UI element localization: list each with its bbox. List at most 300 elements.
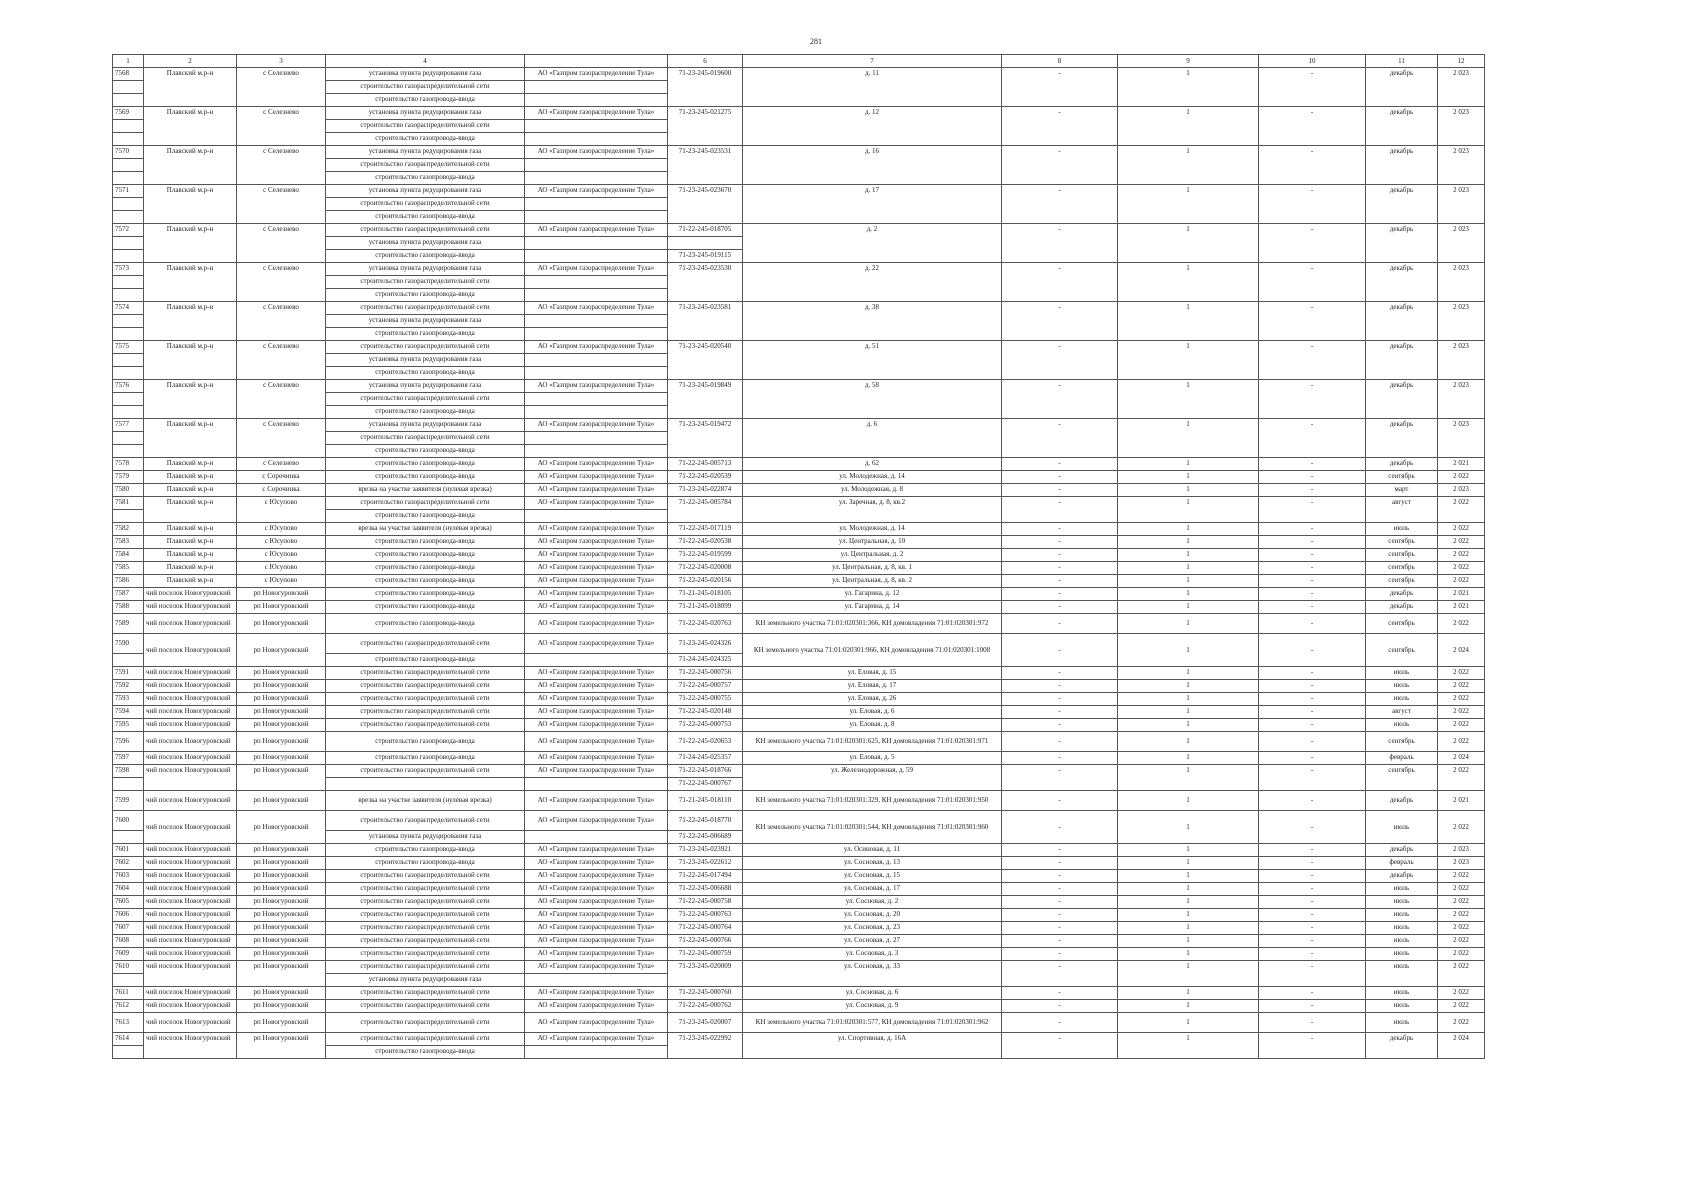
work-type: строительство газопровода-ввода bbox=[326, 406, 525, 419]
column-10: - bbox=[1259, 341, 1366, 380]
month: декабрь bbox=[1366, 1033, 1438, 1059]
column-9: 1 bbox=[1118, 634, 1259, 667]
organization bbox=[525, 159, 668, 172]
address: ул. Сосновая, д. 33 bbox=[743, 961, 1002, 987]
work-type: строительство газораспределительной сети bbox=[326, 935, 525, 948]
column-9: 1 bbox=[1118, 185, 1259, 224]
object-code: 71-22-245-020653 bbox=[668, 732, 743, 752]
column-8: - bbox=[1002, 146, 1118, 185]
table-row bbox=[113, 68, 1485, 81]
locality: с Селезнево bbox=[237, 68, 326, 107]
district: чий поселок Новогуровский bbox=[144, 857, 237, 870]
row-number: 7570 bbox=[113, 146, 144, 159]
year: 2 022 bbox=[1438, 1013, 1485, 1033]
row-number-blank bbox=[113, 510, 144, 523]
locality: рп Новогуровский bbox=[237, 883, 326, 896]
organization: АО «Газпром газораспределение Тула» bbox=[525, 614, 668, 634]
row-number-blank bbox=[113, 289, 144, 302]
column-8: - bbox=[1002, 562, 1118, 575]
row-number: 7607 bbox=[113, 922, 144, 935]
object-code: 71-22-245-017119 bbox=[668, 523, 743, 536]
table-row bbox=[113, 302, 1485, 315]
work-type: строительство газопровода-ввода bbox=[326, 328, 525, 341]
work-type: строительство газопровода-ввода bbox=[326, 172, 525, 185]
organization bbox=[525, 133, 668, 146]
column-10: - bbox=[1259, 948, 1366, 961]
locality: рп Новогуровский bbox=[237, 588, 326, 601]
year: 2 022 bbox=[1438, 667, 1485, 680]
year: 2 023 bbox=[1438, 844, 1485, 857]
row-number-blank bbox=[113, 406, 144, 419]
table-row bbox=[113, 752, 1485, 765]
district: чий поселок Новогуровский bbox=[144, 601, 237, 614]
month: июль bbox=[1366, 719, 1438, 732]
work-type: строительство газопровода-ввода bbox=[326, 94, 525, 107]
district: чий поселок Новогуровский bbox=[144, 614, 237, 634]
district: чий поселок Новогуровский bbox=[144, 844, 237, 857]
column-10: - bbox=[1259, 562, 1366, 575]
column-8: - bbox=[1002, 719, 1118, 732]
object-code: 71-24-245-024325 bbox=[668, 654, 743, 667]
work-type: строительство газораспределительной сети bbox=[326, 276, 525, 289]
column-9: 1 bbox=[1118, 341, 1259, 380]
organization bbox=[525, 276, 668, 289]
year: 2 023 bbox=[1438, 380, 1485, 419]
district: Плавский м.р-н bbox=[144, 562, 237, 575]
locality: рп Новогуровский bbox=[237, 844, 326, 857]
column-9: 1 bbox=[1118, 791, 1259, 811]
row-number-blank bbox=[113, 120, 144, 133]
row-number-blank bbox=[113, 328, 144, 341]
address: ул. Центральная, д. 8, кв. 2 bbox=[743, 575, 1002, 588]
table-row bbox=[113, 497, 1485, 510]
work-type: врезка на участке заявителя (нулевая врезка) bbox=[326, 484, 525, 497]
district: чий поселок Новогуровский bbox=[144, 961, 237, 987]
locality: рп Новогуровский bbox=[237, 693, 326, 706]
column-8: - bbox=[1002, 224, 1118, 263]
month: декабрь bbox=[1366, 419, 1438, 458]
work-type: строительство газораспределительной сети bbox=[326, 811, 525, 831]
row-number: 7601 bbox=[113, 844, 144, 857]
year: 2 023 bbox=[1438, 341, 1485, 380]
work-type: строительство газопровода-ввода bbox=[326, 536, 525, 549]
locality: рп Новогуровский bbox=[237, 857, 326, 870]
object-code: 71-23-245-020009 bbox=[668, 961, 743, 987]
organization: АО «Газпром газораспределение Тула» bbox=[525, 497, 668, 510]
year: 2 022 bbox=[1438, 909, 1485, 922]
organization bbox=[525, 94, 668, 107]
object-code: 71-22-245-017494 bbox=[668, 870, 743, 883]
organization: АО «Газпром газораспределение Тула» bbox=[525, 909, 668, 922]
row-number-blank bbox=[113, 367, 144, 380]
address: ул. Сосновая, д. 6 bbox=[743, 987, 1002, 1000]
work-type: строительство газораспределительной сети bbox=[326, 961, 525, 974]
year: 2 022 bbox=[1438, 870, 1485, 883]
address: ул. Молодежная, д. 14 bbox=[743, 523, 1002, 536]
year: 2 022 bbox=[1438, 680, 1485, 693]
column-10: - bbox=[1259, 896, 1366, 909]
table-row bbox=[113, 706, 1485, 719]
organization: АО «Газпром газораспределение Тула» bbox=[525, 107, 668, 120]
address: ул. Молодежная, д. 8 bbox=[743, 484, 1002, 497]
table-row bbox=[113, 523, 1485, 536]
organization: АО «Газпром газораспределение Тула» bbox=[525, 706, 668, 719]
organization: АО «Газпром газораспределение Тула» bbox=[525, 523, 668, 536]
column-9: 1 bbox=[1118, 1013, 1259, 1033]
month: март bbox=[1366, 484, 1438, 497]
object-code: 71-23-245-022992 bbox=[668, 1033, 743, 1059]
year: 2 024 bbox=[1438, 752, 1485, 765]
year: 2 022 bbox=[1438, 1000, 1485, 1013]
work-type: строительство газораспределительной сети bbox=[326, 909, 525, 922]
year: 2 023 bbox=[1438, 419, 1485, 458]
organization: АО «Газпром газораспределение Тула» bbox=[525, 961, 668, 974]
column-8: - bbox=[1002, 1000, 1118, 1013]
work-type: строительство газопровода-ввода bbox=[326, 289, 525, 302]
column-8: - bbox=[1002, 458, 1118, 471]
district: чий поселок Новогуровский bbox=[144, 588, 237, 601]
locality: с Селезнево bbox=[237, 263, 326, 302]
column-9: 1 bbox=[1118, 987, 1259, 1000]
district: Плавский м.р-н bbox=[144, 341, 237, 380]
organization: АО «Газпром газораспределение Тула» bbox=[525, 987, 668, 1000]
month: июль bbox=[1366, 811, 1438, 844]
column-10: - bbox=[1259, 302, 1366, 341]
month: июль bbox=[1366, 693, 1438, 706]
object-code: 71-22-245-000757 bbox=[668, 680, 743, 693]
work-type: строительство газопровода-ввода bbox=[326, 654, 525, 667]
column-9: 1 bbox=[1118, 575, 1259, 588]
table-row bbox=[113, 588, 1485, 601]
column-10: - bbox=[1259, 107, 1366, 146]
address: КН земельного участка 71:01:020301:366, КН домовладения 71:01:020301:972 bbox=[743, 614, 1002, 634]
work-type: врезка на участке заявителя (нулевая врезка) bbox=[326, 523, 525, 536]
district: Плавский м.р-н bbox=[144, 146, 237, 185]
work-type: строительство газораспределительной сети bbox=[326, 987, 525, 1000]
work-type: строительство газораспределительной сети bbox=[326, 948, 525, 961]
locality: с Селезнево bbox=[237, 419, 326, 458]
month: сентябрь bbox=[1366, 765, 1438, 791]
organization: АО «Газпром газораспределение Тула» bbox=[525, 1033, 668, 1046]
month: февраль bbox=[1366, 857, 1438, 870]
column-9: 1 bbox=[1118, 614, 1259, 634]
column-10: - bbox=[1259, 791, 1366, 811]
object-code: 71-22-245-000760 bbox=[668, 987, 743, 1000]
month: июль bbox=[1366, 523, 1438, 536]
column-10: - bbox=[1259, 575, 1366, 588]
year: 2 022 bbox=[1438, 732, 1485, 752]
year: 2 021 bbox=[1438, 601, 1485, 614]
organization: АО «Газпром газораспределение Тула» bbox=[525, 549, 668, 562]
column-header-3: 3 bbox=[237, 55, 326, 68]
work-type: строительство газопровода-ввода bbox=[326, 857, 525, 870]
column-9: 1 bbox=[1118, 935, 1259, 948]
page-number: 281 bbox=[810, 37, 822, 46]
month: декабрь bbox=[1366, 263, 1438, 302]
year: 2 022 bbox=[1438, 523, 1485, 536]
column-8: - bbox=[1002, 883, 1118, 896]
district: чий поселок Новогуровский bbox=[144, 883, 237, 896]
column-header-4: 4 bbox=[326, 55, 525, 68]
work-type: установка пункта редуцирования газа bbox=[326, 263, 525, 276]
column-10: - bbox=[1259, 961, 1366, 987]
district: чий поселок Новогуровский bbox=[144, 752, 237, 765]
year: 2 022 bbox=[1438, 693, 1485, 706]
locality: рп Новогуровский bbox=[237, 1013, 326, 1033]
district: чий поселок Новогуровский bbox=[144, 987, 237, 1000]
organization bbox=[525, 831, 668, 844]
row-number: 7592 bbox=[113, 680, 144, 693]
column-header-5 bbox=[525, 55, 668, 68]
column-header-11: 11 bbox=[1366, 55, 1438, 68]
column-10: - bbox=[1259, 484, 1366, 497]
district: чий поселок Новогуровский bbox=[144, 791, 237, 811]
column-9: 1 bbox=[1118, 471, 1259, 484]
column-8: - bbox=[1002, 523, 1118, 536]
object-code: 71-23-245-019849 bbox=[668, 380, 743, 419]
address: ул. Центральная, д. 10 bbox=[743, 536, 1002, 549]
table-row bbox=[113, 732, 1485, 752]
column-8: - bbox=[1002, 909, 1118, 922]
column-10: - bbox=[1259, 146, 1366, 185]
row-number: 7575 bbox=[113, 341, 144, 354]
row-number: 7604 bbox=[113, 883, 144, 896]
column-9: 1 bbox=[1118, 719, 1259, 732]
work-type: строительство газораспределительной сети bbox=[326, 1000, 525, 1013]
column-10: - bbox=[1259, 752, 1366, 765]
column-10: - bbox=[1259, 1013, 1366, 1033]
district: чий поселок Новогуровский bbox=[144, 909, 237, 922]
table-row bbox=[113, 146, 1485, 159]
month: сентябрь bbox=[1366, 634, 1438, 667]
column-10: - bbox=[1259, 732, 1366, 752]
object-code: 71-22-245-006689 bbox=[668, 831, 743, 844]
row-number: 7585 bbox=[113, 562, 144, 575]
row-number-blank bbox=[113, 445, 144, 458]
year: 2 024 bbox=[1438, 634, 1485, 667]
work-type: строительство газопровода-ввода bbox=[326, 1046, 525, 1059]
column-header-1: 1 bbox=[113, 55, 144, 68]
month: июль bbox=[1366, 961, 1438, 987]
column-8: - bbox=[1002, 575, 1118, 588]
column-10: - bbox=[1259, 523, 1366, 536]
work-type: строительство газопровода-ввода bbox=[326, 614, 525, 634]
table-row bbox=[113, 765, 1485, 778]
month: август bbox=[1366, 497, 1438, 523]
month: декабрь bbox=[1366, 302, 1438, 341]
address: д. 62 bbox=[743, 458, 1002, 471]
district: чий поселок Новогуровский bbox=[144, 680, 237, 693]
district: чий поселок Новогуровский bbox=[144, 948, 237, 961]
work-type: строительство газораспределительной сети bbox=[326, 341, 525, 354]
object-code: 71-23-245-019600 bbox=[668, 68, 743, 107]
table-row bbox=[113, 1013, 1485, 1033]
month: июль bbox=[1366, 935, 1438, 948]
object-code: 71-22-245-000755 bbox=[668, 693, 743, 706]
organization bbox=[525, 445, 668, 458]
table-row bbox=[113, 536, 1485, 549]
month: сентябрь bbox=[1366, 575, 1438, 588]
locality: с Юсупово bbox=[237, 549, 326, 562]
month: июль bbox=[1366, 1000, 1438, 1013]
organization bbox=[525, 354, 668, 367]
work-type: строительство газораспределительной сети bbox=[326, 693, 525, 706]
district: чий поселок Новогуровский bbox=[144, 1013, 237, 1033]
year: 2 022 bbox=[1438, 987, 1485, 1000]
district: чий поселок Новогуровский bbox=[144, 693, 237, 706]
row-number: 7569 bbox=[113, 107, 144, 120]
district: чий поселок Новогуровский bbox=[144, 896, 237, 909]
address: ул. Сосновая, д. 17 bbox=[743, 883, 1002, 896]
row-number: 7568 bbox=[113, 68, 144, 81]
object-code: 71-22-245-000759 bbox=[668, 948, 743, 961]
column-8: - bbox=[1002, 752, 1118, 765]
work-type: строительство газораспределительной сети bbox=[326, 432, 525, 445]
row-number-blank bbox=[113, 159, 144, 172]
year: 2 022 bbox=[1438, 935, 1485, 948]
year: 2 022 bbox=[1438, 614, 1485, 634]
column-10: - bbox=[1259, 765, 1366, 791]
work-type: установка пункта редуцирования газа bbox=[326, 354, 525, 367]
work-type: строительство газопровода-ввода bbox=[326, 844, 525, 857]
column-10: - bbox=[1259, 224, 1366, 263]
address: ул. Центральная, д. 2 bbox=[743, 549, 1002, 562]
column-9: 1 bbox=[1118, 857, 1259, 870]
column-9: 1 bbox=[1118, 844, 1259, 857]
column-8: - bbox=[1002, 948, 1118, 961]
column-10: - bbox=[1259, 536, 1366, 549]
object-code: 71-22-245-020148 bbox=[668, 706, 743, 719]
month: сентябрь bbox=[1366, 732, 1438, 752]
work-type: строительство газораспределительной сети bbox=[326, 883, 525, 896]
row-number: 7594 bbox=[113, 706, 144, 719]
column-10: - bbox=[1259, 909, 1366, 922]
month: декабрь bbox=[1366, 146, 1438, 185]
column-9: 1 bbox=[1118, 948, 1259, 961]
organization bbox=[525, 393, 668, 406]
column-8: - bbox=[1002, 667, 1118, 680]
work-type: строительство газопровода-ввода bbox=[326, 510, 525, 523]
month: декабрь bbox=[1366, 224, 1438, 263]
object-code: 71-21-245-018110 bbox=[668, 791, 743, 811]
address: КН земельного участка 71:01:020301:625, КН домовладения 71:01:020301:971 bbox=[743, 732, 1002, 752]
district: Плавский м.р-н bbox=[144, 224, 237, 263]
column-8: - bbox=[1002, 68, 1118, 107]
column-10: - bbox=[1259, 1000, 1366, 1013]
year: 2 022 bbox=[1438, 811, 1485, 844]
organization: АО «Газпром газораспределение Тула» bbox=[525, 680, 668, 693]
table-row bbox=[113, 719, 1485, 732]
district: Плавский м.р-н bbox=[144, 185, 237, 224]
row-number: 7595 bbox=[113, 719, 144, 732]
district: чий поселок Новогуровский bbox=[144, 667, 237, 680]
row-number: 7579 bbox=[113, 471, 144, 484]
district: чий поселок Новогуровский bbox=[144, 922, 237, 935]
address: д. 38 bbox=[743, 302, 1002, 341]
year: 2 022 bbox=[1438, 549, 1485, 562]
table-row bbox=[113, 614, 1485, 634]
work-type: строительство газораспределительной сети bbox=[326, 302, 525, 315]
locality: рп Новогуровский bbox=[237, 680, 326, 693]
column-9: 1 bbox=[1118, 667, 1259, 680]
object-code: 71-23-245-022612 bbox=[668, 857, 743, 870]
gasification-table bbox=[112, 54, 1485, 1059]
row-number: 7573 bbox=[113, 263, 144, 276]
year: 2 022 bbox=[1438, 575, 1485, 588]
month: декабрь bbox=[1366, 380, 1438, 419]
column-8: - bbox=[1002, 549, 1118, 562]
locality: рп Новогуровский bbox=[237, 935, 326, 948]
work-type: установка пункта редуцирования газа bbox=[326, 185, 525, 198]
locality: рп Новогуровский bbox=[237, 896, 326, 909]
district: Плавский м.р-н bbox=[144, 419, 237, 458]
column-8: - bbox=[1002, 263, 1118, 302]
table-row bbox=[113, 1000, 1485, 1013]
year: 2 021 bbox=[1438, 791, 1485, 811]
work-type: строительство газораспределительной сети bbox=[326, 159, 525, 172]
organization: АО «Газпром газораспределение Тула» bbox=[525, 1000, 668, 1013]
organization bbox=[525, 432, 668, 445]
organization: АО «Газпром газораспределение Тула» bbox=[525, 811, 668, 831]
column-9: 1 bbox=[1118, 536, 1259, 549]
locality: рп Новогуровский bbox=[237, 667, 326, 680]
locality: рп Новогуровский bbox=[237, 870, 326, 883]
work-type: строительство газораспределительной сети bbox=[326, 667, 525, 680]
organization: АО «Газпром газораспределение Тула» bbox=[525, 263, 668, 276]
locality: рп Новогуровский bbox=[237, 909, 326, 922]
column-9: 1 bbox=[1118, 224, 1259, 263]
month: июль bbox=[1366, 667, 1438, 680]
month: декабрь bbox=[1366, 341, 1438, 380]
column-8: - bbox=[1002, 588, 1118, 601]
address: КН земельного участка 71:01:020301:577, КН домовладения 71:01:020301:962 bbox=[743, 1013, 1002, 1033]
year: 2 023 bbox=[1438, 302, 1485, 341]
row-number: 7605 bbox=[113, 896, 144, 909]
row-number: 7611 bbox=[113, 987, 144, 1000]
organization: АО «Газпром газораспределение Тула» bbox=[525, 752, 668, 765]
work-type: строительство газораспределительной сети bbox=[326, 870, 525, 883]
row-number-blank bbox=[113, 250, 144, 263]
row-number: 7598 bbox=[113, 765, 144, 778]
organization bbox=[525, 1046, 668, 1059]
row-number: 7599 bbox=[113, 791, 144, 811]
work-type: строительство газораспределительной сети bbox=[326, 120, 525, 133]
month: сентябрь bbox=[1366, 471, 1438, 484]
month: сентябрь bbox=[1366, 549, 1438, 562]
column-9: 1 bbox=[1118, 601, 1259, 614]
locality: рп Новогуровский bbox=[237, 811, 326, 844]
column-8: - bbox=[1002, 680, 1118, 693]
column-10: - bbox=[1259, 549, 1366, 562]
work-type: строительство газораспределительной сети bbox=[326, 393, 525, 406]
row-number: 7583 bbox=[113, 536, 144, 549]
column-8: - bbox=[1002, 185, 1118, 224]
table-row bbox=[113, 909, 1485, 922]
locality: с Сорочинка bbox=[237, 484, 326, 497]
work-type: строительство газораспределительной сети bbox=[326, 497, 525, 510]
district: чий поселок Новогуровский bbox=[144, 870, 237, 883]
row-number-blank bbox=[113, 315, 144, 328]
row-number-blank bbox=[113, 654, 144, 667]
work-type: строительство газопровода-ввода bbox=[326, 458, 525, 471]
year: 2 023 bbox=[1438, 857, 1485, 870]
year: 2 022 bbox=[1438, 896, 1485, 909]
organization: АО «Газпром газораспределение Тула» bbox=[525, 68, 668, 81]
address: ул. Сосновая, д. 23 bbox=[743, 922, 1002, 935]
month: февраль bbox=[1366, 752, 1438, 765]
district: Плавский м.р-н bbox=[144, 458, 237, 471]
table-row bbox=[113, 791, 1485, 811]
